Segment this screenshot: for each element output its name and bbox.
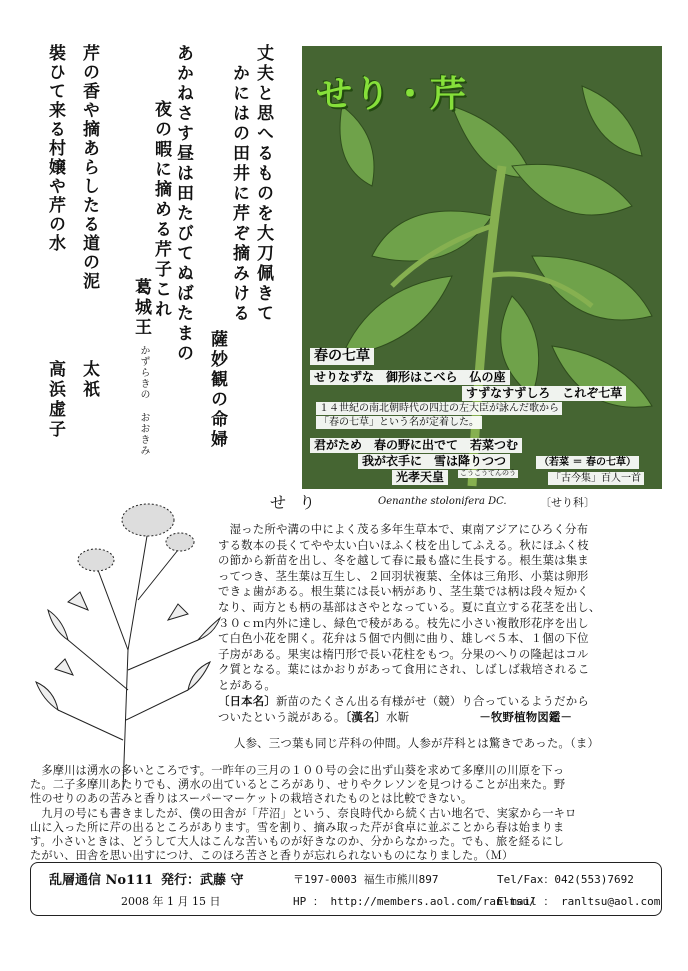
essay-line: たがい、田舎を思い出すにつけ、このほろ苦さと香りが忘れられないものになりました。（Ｍ） [30,849,514,863]
japanese-name-label: 〔日本名〕 [218,694,276,708]
poem1-line2: かにはの田井に芹ぞ摘みける [229,64,249,324]
poem2-author: 葛城王 [131,278,151,338]
note-text: 人参、三つ葉も同じ芹科の仲間。人参が芹科とは驚きであった。（ま） [234,736,600,750]
poem2-author-ruby: かずらきの おおきみ [138,345,149,456]
description-line: ３０ｃｍ内外に達し、緑色で稜がある。枝先に小さい複散形花序を出し [218,615,589,630]
essay-line: 九月の号にも書きましたが、僕の田舎が「芹沼」という、奈良時代から続く古い地名で、実家から一キロ [30,806,577,820]
description-line: ってつき、茎生葉は互生し、２回羽状複葉、全体は三角形、小葉は卵形 [218,568,589,583]
footer-box [30,862,662,916]
description-line: 湿った所や溝の中によく茂る多年生草本で、東南アジアにひろく分布 [218,522,589,536]
source-citation: －牧野植物図鑑－ [479,709,573,724]
poem1-author: 薩妙観の命婦 [207,330,227,450]
photo-caption-author: 光孝天皇 [392,470,448,485]
poem4-line1: 裝ひて来る村嬢や芹の水 [45,44,65,253]
photo-caption-waka-line1: 君がため 春の野に出でて 若菜つむ [310,438,522,453]
publication-title: 乱層通信 No111 [49,873,154,888]
kanji-name-label: 〔漢名〕 [345,709,387,724]
description-line: なり、両方とも柄の基部はさやとなっている。夏に直立する花茎を出し、 [218,599,601,614]
description-line: できょ歯がある。根生葉には長い柄があり、茎生葉では柄は段々短かく [218,584,589,599]
poem2-line2: 夜の暇に摘める芹子これ [151,100,171,320]
poem3-line1: 芹の香や摘あらしたる道の泥 [79,44,99,291]
poem1-line1: 丈夫と思へるものを大刀佩きて [253,44,273,324]
kanji-name: 水靳 [386,709,410,724]
essay-line: す。小さいときは、どうして大人はこんな苦いものが好きなのか、分からなかった。でも、旅を経るにし [30,835,565,849]
publisher: 発行：武藤 守 [161,873,244,888]
photo-caption-waka-line2: 我が衣手に 雪は降りつつ [358,454,510,469]
essay-line: 多摩川は湧水の多いところです。一昨年の三月の１００号の会に出ず山葵を求めて多摩川の川原を下っ [30,764,565,777]
photo-caption-history-1: １４世紀の南北朝時代の四辻の左大臣が詠んだ歌から [316,402,562,415]
seri-botanical-drawing [28,490,228,790]
description-line: 子房がある。果実は楕円形で長い花柱をもつ。分果のへりの隆起はコル [218,646,589,661]
essay-line: た。二子多摩川あたりでも、湧水の出ているところがあり、せりやクレソンを見つけることが出来た。野 [30,778,566,792]
description-line: とがある。 [218,677,276,692]
issue-date: 2008 年 1 月 15 日 [121,895,221,908]
description-line: する数本の長くてやや太い白いほふく枝を出してふえる。秋にほふく枝 [218,537,589,552]
photo-caption-wakana-note: （若菜 ＝ 春の七草） [536,456,639,469]
seri-photo [302,46,662,489]
japanese-name-text2: ついたという説がある。 [218,709,346,724]
species-name: せ り [270,493,320,512]
photo-caption-poem-line2: すずなすずしろ これぞ七草 [462,386,626,401]
japanese-name-text1: 新苗のたくさん出る有様がせ（競）り合っているようだから [275,694,589,708]
email-link[interactable]: E-mail ： ranltsu@aol.com [497,895,661,908]
essay-block [30,764,670,863]
description-line: の節から新苗を出し、冬を越して春に最も盛に生長する。根生葉は集ま [218,553,589,568]
photo-caption-poem-line1: せりなずな 御形はこべら 仏の座 [310,370,510,385]
species-latin-name: Oenanthe stolonifera DC. [378,496,507,507]
poem2-line1: あかねさす昼は田たびてぬばたまの [173,44,193,364]
homepage-link[interactable]: HP ： http://members.aol.com/ranltsu/ [293,895,536,908]
species-family: 〔せり科〕 [540,496,595,509]
japanese-name-block [218,694,664,725]
poem4-author: 高浜虚子 [45,360,65,440]
tel-fax: Tel/Fax：042(553)7692 [497,873,634,886]
essay-line: 山に入った所に芹の出るところがあります。雪を割り、摘み取った芹が食卓に並ぶことから春は始まりま [30,820,565,834]
photo-caption-history-2: 「春の七草」という名が定着した。 [316,416,482,429]
address: 〒197-0003 福生市熊川897 [293,873,439,886]
photo-caption-nanakusa: 春の七草 [310,348,374,365]
photo-caption-source: 「古今集」百人一首 [548,472,644,485]
photo-caption-author-ruby: こうこうてんのう [460,469,516,477]
description-line: ク質となる。葉にはかおりがあって食用にされ、しばしば栽培されるこ [218,662,590,677]
poem3-author: 太祇 [79,360,99,400]
description-block [218,522,664,694]
description-line: て白色小花を開く。花弁は５個で内側に曲り、雄しべ５本、１個の下位 [218,631,589,646]
essay-line: 性のせりのあの苦みと香りはスーパーマーケットの栽培されたものとは比較できない。 [30,792,473,806]
photo-title: せり・芹 [316,73,469,115]
